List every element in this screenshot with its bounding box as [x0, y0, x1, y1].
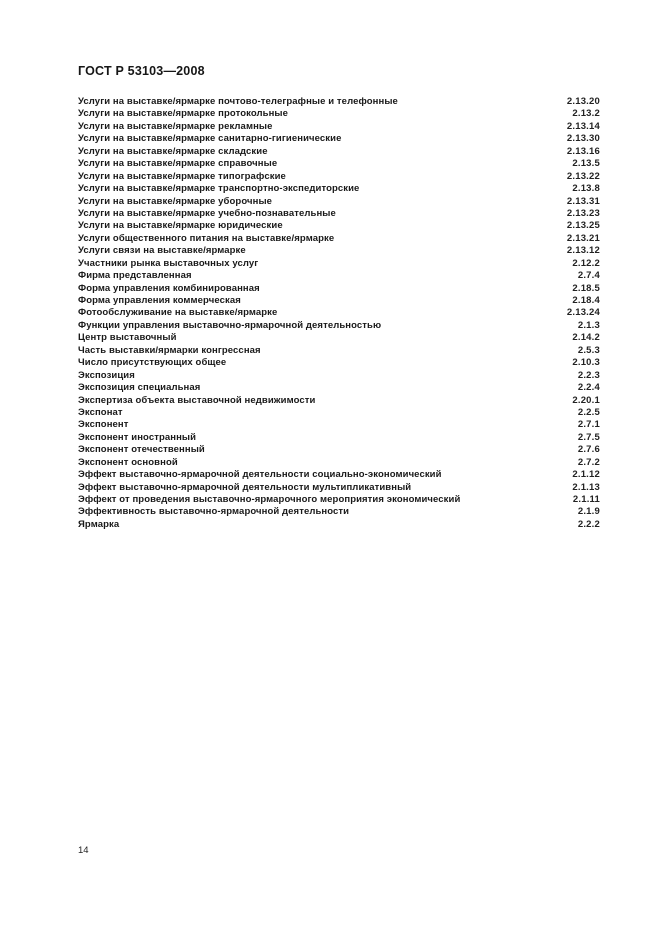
index-term: Услуги связи на выставке/ярмарке: [78, 245, 246, 257]
index-term: Услуги на выставке/ярмарке типографские: [78, 170, 286, 182]
index-row: [78, 506, 600, 518]
index-term: Фотообслуживание на выставке/ярмарке: [78, 307, 278, 319]
index-row: [78, 108, 600, 120]
index-ref: 2.2.2: [577, 518, 600, 530]
index-ref: 2.13.14: [566, 120, 600, 132]
index-term: Услуги на выставке/ярмарке протокольные: [78, 108, 289, 120]
index-row: [78, 469, 600, 481]
index-row: [78, 146, 600, 158]
index-ref: 2.7.5: [577, 431, 600, 443]
index-term: Экспонент отечественный: [78, 444, 205, 456]
index-term: Экспонент иностранный: [78, 431, 197, 443]
index-ref: 2.20.1: [572, 394, 600, 406]
index-ref: 2.18.4: [572, 295, 600, 306]
index-ref: 2.7.2: [577, 456, 600, 468]
index-term: Эффект выставочно-ярмарочной деятельности социально-экономический: [78, 469, 442, 481]
index-ref: 2.18.5: [572, 282, 600, 294]
index-ref: 2.1.11: [572, 494, 600, 505]
index-term: Экспозиция: [78, 369, 135, 381]
index-term: Экспонент основной: [78, 456, 178, 468]
index-row: [78, 432, 600, 444]
index-row: [78, 370, 600, 382]
index-row: [78, 320, 600, 332]
index-term: Услуги общественного питания на выставке/ярмарке: [78, 232, 335, 244]
index-term: Услуги на выставке/ярмарке транспортно-экспедиторские: [78, 183, 360, 195]
index-ref: 2.12.2: [572, 257, 600, 269]
index-ref: 2.2.3: [577, 369, 600, 381]
index-row: [78, 295, 600, 307]
index-row: [78, 332, 600, 344]
index-term: Экспонент: [78, 419, 129, 431]
index-term: Услуги на выставке/ярмарке учебно-познавательные: [78, 207, 336, 219]
index-term: Услуги на выставке/ярмарке складские: [78, 145, 268, 157]
index-term: Экспонат: [78, 406, 123, 418]
index-row: [78, 220, 600, 232]
index-term: Услуги на выставке/ярмарке справочные: [78, 158, 278, 170]
index-ref: 2.2.5: [577, 406, 600, 418]
index-row: [78, 345, 600, 357]
index-ref: 2.13.8: [572, 183, 600, 195]
index-term: Число присутствующих общее: [78, 357, 227, 369]
index-ref: 2.13.22: [566, 170, 600, 182]
index-ref: 2.13.2: [572, 108, 600, 120]
index-ref: 2.13.16: [566, 145, 600, 157]
index-ref: 2.1.12: [572, 469, 600, 481]
index-ref: 2.13.30: [566, 133, 600, 145]
index-row: [78, 233, 600, 245]
index-row: [78, 133, 600, 145]
index-row: [78, 407, 600, 419]
index-term: Экспозиция специальная: [78, 382, 201, 394]
index-term: Экспертиза объекта выставочной недвижимости: [78, 394, 316, 406]
index-ref: 2.13.31: [566, 195, 600, 207]
index-row: [78, 208, 600, 220]
index-ref: 2.1.13: [572, 481, 600, 493]
index-ref: 2.14.2: [572, 332, 600, 344]
index-row: [78, 357, 600, 369]
index-row: [78, 382, 600, 394]
index-ref: 2.1.9: [577, 506, 600, 518]
index-term: Услуги на выставке/ярмарке рекламные: [78, 120, 273, 132]
index-row: [78, 158, 600, 170]
index-row: [78, 494, 600, 506]
index-ref: 2.7.4: [577, 270, 600, 282]
index-term: Эффект выставочно-ярмарочной деятельности мультипликативный: [78, 481, 412, 493]
index-term: Услуги на выставке/ярмарке уборочные: [78, 195, 273, 207]
index-term: Форма управления комбинированная: [78, 282, 260, 294]
document-header: ГОСТ Р 53103—2008: [78, 64, 205, 78]
index-ref: 2.13.23: [566, 207, 600, 219]
index-row: [78, 96, 600, 108]
index-row: [78, 121, 600, 133]
index-ref: 2.13.24: [566, 307, 600, 319]
index-term: Ярмарка: [78, 518, 120, 530]
index-term: Услуги на выставке/ярмарке почтово-телеграфные и телефонные: [78, 96, 398, 107]
index-term: Фирма представленная: [78, 270, 192, 282]
index-ref: 2.13.25: [566, 220, 600, 232]
index-row: [78, 183, 600, 195]
index-term: Услуги на выставке/ярмарке санитарно-гигиенические: [78, 133, 342, 145]
index-row: [78, 283, 600, 295]
index-row: [78, 457, 600, 469]
index-row: [78, 395, 600, 407]
index-row: [78, 245, 600, 257]
index-ref: 2.7.1: [577, 419, 600, 431]
index-ref: 2.10.3: [572, 357, 600, 369]
index-term: Эффект от проведения выставочно-ярмарочного мероприятия экономический: [78, 494, 461, 505]
index-row: [78, 444, 600, 456]
index-term: Услуги на выставке/ярмарке юридические: [78, 220, 283, 232]
index-ref: 2.13.21: [566, 232, 600, 244]
index-row: [78, 258, 600, 270]
index-row: [78, 419, 600, 431]
index-term: Часть выставки/ярмарки конгрессная: [78, 344, 261, 356]
index-row: [78, 519, 600, 531]
index-row: [78, 482, 600, 494]
index-term: Центр выставочный: [78, 332, 177, 344]
index-ref: 2.7.6: [577, 444, 600, 456]
index-row: [78, 270, 600, 282]
page-number: 14: [78, 845, 89, 856]
alphabetical-index-list: [78, 96, 600, 531]
index-row: [78, 196, 600, 208]
index-term: Форма управления коммерческая: [78, 295, 241, 306]
index-term: Эффективность выставочно-ярмарочной деятельности: [78, 506, 350, 518]
index-ref: 2.2.4: [577, 382, 600, 394]
index-ref: 2.13.5: [572, 158, 600, 170]
index-ref: 2.13.12: [566, 245, 600, 257]
index-row: [78, 171, 600, 183]
index-term: Функции управления выставочно-ярмарочной деятельностью: [78, 319, 382, 331]
index-row: [78, 307, 600, 319]
index-ref: 2.5.3: [577, 344, 600, 356]
index-ref: 2.1.3: [577, 319, 600, 331]
index-ref: 2.13.20: [566, 96, 600, 107]
index-term: Участники рынка выставочных услуг: [78, 257, 259, 269]
